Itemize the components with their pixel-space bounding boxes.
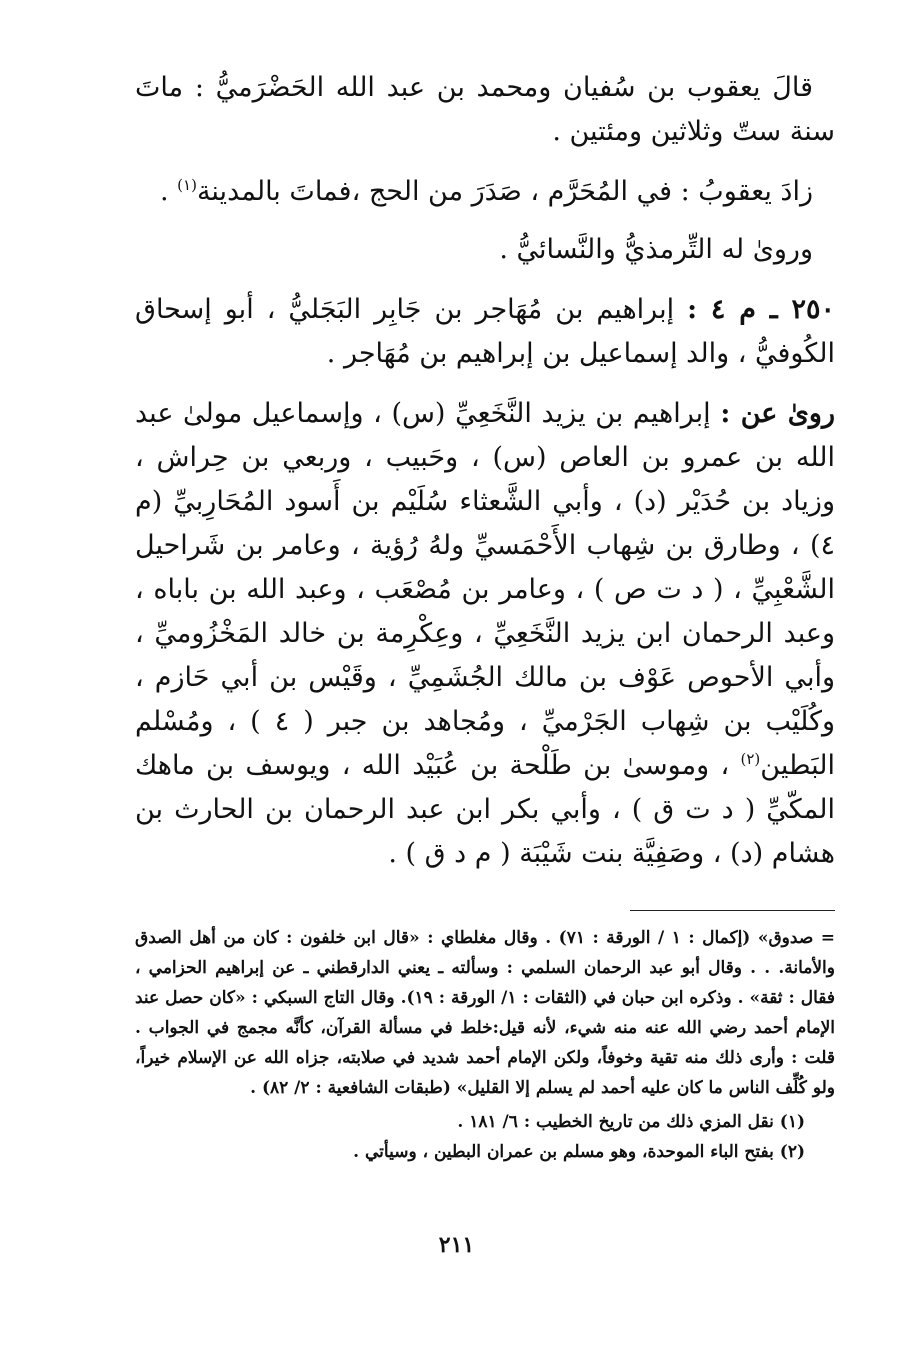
paragraph-riwaya [135,392,835,876]
paragraph-death-year [135,66,835,154]
footnote-item-1: (١) نقل المزي ذلك من تاريخ الخطيب : ٦/ ١٨١ . [457,1112,805,1132]
riwaya-text: إبراهيم بن يزيد النَّخَعِيِّ (س) ، وإسماعيل مولىٰ عبد الله بن عمرو بن العاص (س) ، وحَبيب ، وربعي بن حِراش ، وزياد بن حُدَيْر (د) ، وأبي الشَّعثاء سُلَيْم بن أَسود المُحَارِبيِّ (م ٤) ، وطارق بن شِهاب الأَحْمَسيِّ ولهُ رُؤية ، وعامر بن شَراحيل الشَّعْبِيِّ ، ( د ت ص ) ، وعامر بن مُصْعَب ، وعبد الله بن باباه ، وعبد الرحمان ابن يزيد النَّخَعِيِّ ، وعِكْرِمة بن خالد المَخْزُوميِّ ، وأبي الأحوص عَوْف بن مالك الجُشَمِيِّ ، وقَيْس بن أبي حَازم ، وكُلَيْب بن شِهاب الجَرْميِّ ، ومُجاهد بن جبر ( ٤ ) ، ومُسْلم البَطين [135,398,835,781]
paragraph-text: وروىٰ له التِّرمذيُّ والنَّسائيُّ . [499,234,813,265]
riwaya-text-cont: ، وموسىٰ بن طَلْحة بن عُبَيْد الله ، ويوسف بن ماهك المكّيِّ ( د ت ق ) ، وأبي بكر ابن عبد الرحمان بن الحارث بن هشام (د) ، وصَفِيَّة بنت شَيْبَة ( م د ق ) . [135,750,835,869]
footnote-divider [630,910,835,911]
paragraph-text: زادَ يعقوبُ : في المُحَرَّم ، صَدَرَ من الحج ،فماتَ بالمدينة [196,176,813,207]
footnote-divider-wrap [135,910,835,923]
footnote-ref-2: (٢) [740,750,761,768]
footnotes-section [135,910,835,1167]
footnote-ref-1: (١) [177,176,197,194]
paragraph-yaqub-addition [135,170,835,214]
entry-heading [135,288,835,376]
paragraph-narrators [135,228,835,272]
paragraph-text: قالَ يعقوب بن سُفيان ومحمد بن عبد الله الحَضْرَميُّ : ماتَ سنة ستّ وثلاثين ومئتين . [135,72,835,147]
footnote-continuation: = صدوق» (إكمال : ١ / الورقة : ٧١) . وقال مغلطاي : «قال ابن خلفون : كان من أهل الصدق والأمانة. . . وقال أبو عبد الرحمان السلمي : وسألته ـ يعني الدارقطني ـ عن إبراهيم الحزامي ، فقال : ثقة» . وذكره ابن حبان في (الثقات : ١/ الورقة : ١٩). وقال التاج السبكي : «كان حصل عند الإمام أحمد رضي الله عنه منه شيء، لأنه قيل:خلط في مسألة القرآن، كأنَّه مجمج في الجواب . قلت : وأرى ذلك منه تقية وخوفاً، ولكن الإمام أحمد شديد في صلابته، جزاه الله عن الإسلام خيراً، ولو كُلِّف الناس ما كان عليه أحمد لم يسلم إلا القليل» (طبقات الشافعية : ٢/ ٨٢) . [135,928,836,1098]
paragraph-end: . [159,176,178,207]
riwaya-lead: روىٰ عن : [720,398,836,429]
footnote-item-2: (٢) بفتح الباء الموحدة، وهو مسلم بن عمران البطين ، وسيأتي . [353,1142,805,1162]
page-number: ٢١١ [438,1232,475,1258]
main-text [135,66,835,892]
entry-number: ٢٥٠ ـ م ٤ : [687,294,836,325]
entry-text: إبراهيم بن مُهَاجر بن جَابِر البَجَليُّ ، أبو إسحاق الكُوفيُّ ، والد إسماعيل بن إبراهيم بن مُهَاجر . [135,294,835,369]
